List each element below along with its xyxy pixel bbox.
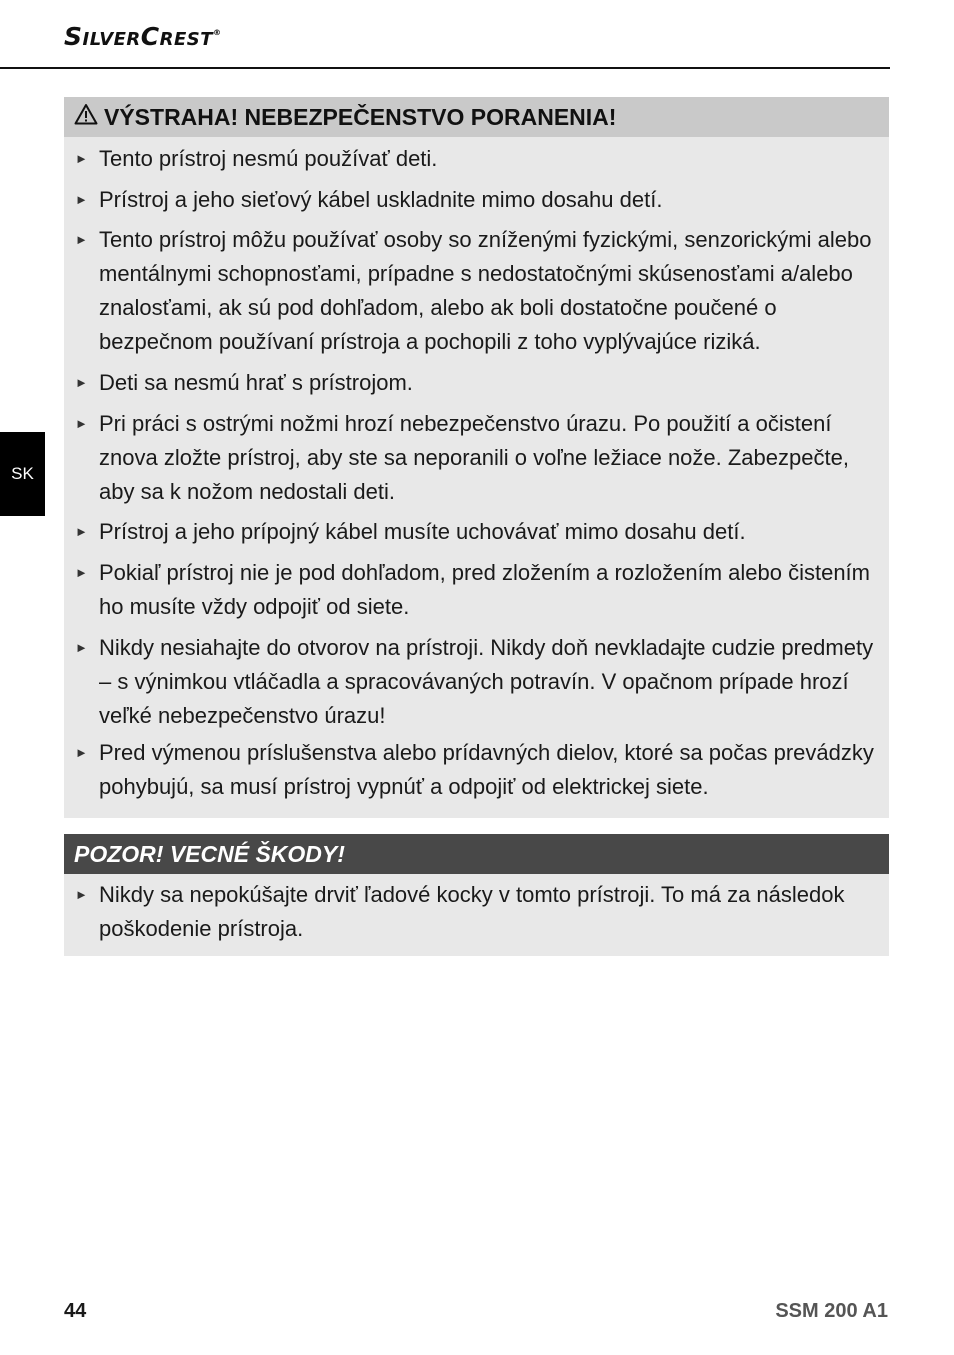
arrow-bullet-icon: ► [75,416,88,431]
arrow-bullet-icon: ► [75,640,88,655]
arrow-bullet-icon: ► [75,192,88,207]
model-number: SSM 200 A1 [775,1300,888,1322]
arrow-bullet-icon: ► [75,232,88,247]
arrow-bullet-icon: ► [75,151,88,166]
language-tab: SK [0,432,45,516]
warning-header [64,97,889,137]
list-item: ► Pokiaľ prístroj nie je pod dohľadom, pred zložením a rozložením alebo čistením ho musíte vždy odpojiť od siete. [99,556,877,624]
list-item: ► Tento prístroj môžu používať osoby so zníženými fyzickými, senzorickými alebo mentálnymi schopnosťami, prípadne s nedostatočnými skúsenosťami a/alebo znalosťami, ak sú pod dohľadom, alebo ak boli dostatočne poučené o bezpečnom používaní prístroja a pochopili z toho vyplývajúce riziká. [99,223,877,359]
list-item: ► Pri práci s ostrými nožmi hrozí nebezpečenstvo úrazu. Po použití a očistení znova zložte prístroj, aby ste sa neporanili o voľne ležiace nože. Zabezpečte, aby sa k nožom nedostali deti. [99,407,877,509]
list-item: ► Pred výmenou príslušenstva alebo prídavných dielov, ktoré sa počas prevádzky pohybujú, sa musí prístroj vypnúť a odpojiť od elektrickej siete. [99,736,877,804]
header-rule [0,67,890,69]
page-number: 44 [64,1300,87,1322]
arrow-bullet-icon: ► [75,887,88,902]
warning-triangle-icon [74,103,98,131]
arrow-bullet-icon: ► [75,745,88,760]
list-item: ► Tento prístroj nesmú používať deti. [99,142,877,176]
caution-box [64,834,889,956]
brand-logo: SilverCrest® [64,22,222,51]
caution-header [64,834,889,874]
warning-title: VÝSTRAHA! NEBEZPEČENSTVO PORANENIA! [104,103,617,130]
arrow-bullet-icon: ► [75,375,88,390]
list-item: ► Prístroj a jeho sieťový kábel uskladnite mimo dosahu detí. [99,183,877,217]
list-item: ► Deti sa nesmú hrať s prístrojom. [99,366,877,400]
list-item: ► Nikdy sa nepokúšajte drviť ľadové kocky v tomto prístroji. To má za následok poškodenie prístroja. [99,878,877,946]
caution-title: POZOR! VECNÉ ŠKODY! [74,840,345,867]
arrow-bullet-icon: ► [75,524,88,539]
arrow-bullet-icon: ► [75,565,88,580]
list-item: ► Prístroj a jeho prípojný kábel musíte uchovávať mimo dosahu detí. [99,515,877,549]
list-item: ► Nikdy nesiahajte do otvorov na prístroji. Nikdy doň nevkladajte cudzie predmety – s výnimkou vtláčadla a spracovávaných potravín. V opačnom prípade hrozí veľké nebezpečenstvo úrazu! [99,631,877,733]
warning-box [64,97,889,818]
